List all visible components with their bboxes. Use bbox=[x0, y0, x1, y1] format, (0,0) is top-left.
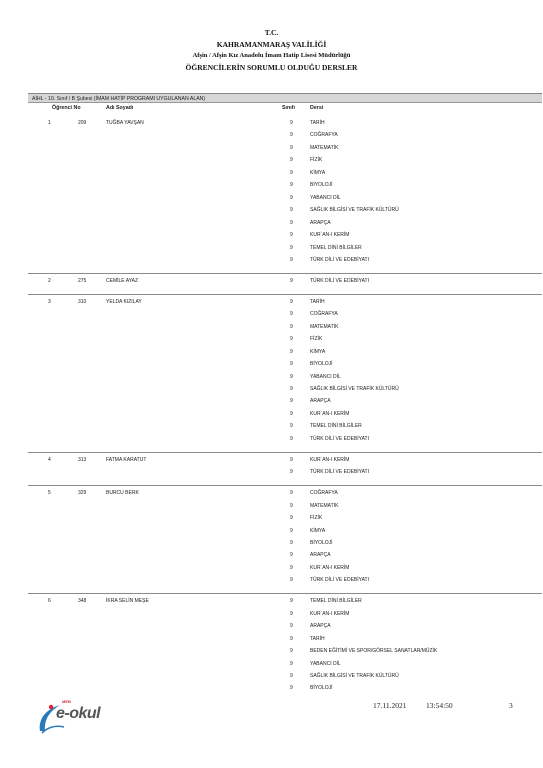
course-grade: 9 bbox=[290, 660, 293, 667]
student-name: YELDA KIZILAY bbox=[106, 298, 142, 305]
footer-page-number: 3 bbox=[509, 701, 513, 710]
student-name: İKRA SELİN MEŞE bbox=[106, 598, 149, 605]
course-grade: 9 bbox=[290, 132, 293, 139]
course-name: FİZİK bbox=[310, 157, 323, 164]
course-name: ARAPÇA bbox=[310, 398, 331, 405]
course-grade: 9 bbox=[290, 527, 293, 534]
course-grade: 9 bbox=[290, 598, 293, 605]
course-name: KİMYA bbox=[310, 169, 326, 176]
course-name: TEMEL DİNİ BİLGİLER bbox=[310, 244, 362, 251]
course-name: SAĞLIK BİLGİSİ VE TRAFİK KÜLTÜRÜ bbox=[310, 386, 399, 392]
course-grade: 9 bbox=[290, 515, 293, 522]
course-name: YABANCI DİL bbox=[310, 194, 341, 201]
student-number: 348 bbox=[78, 598, 87, 605]
course-name: COĞRAFYA bbox=[310, 490, 338, 497]
course-name: YABANCI DİL bbox=[310, 373, 341, 380]
eokul-logo-text: e-okul bbox=[56, 705, 101, 722]
student-number: 313 bbox=[78, 456, 87, 463]
course-name: TÜRK DİLİ VE EDEBİYATI bbox=[310, 577, 369, 584]
course-grade: 9 bbox=[290, 685, 293, 692]
footer-time: 13:54:50 bbox=[426, 701, 453, 710]
header-tc: T.C. bbox=[264, 28, 279, 37]
course-grade: 9 bbox=[290, 120, 293, 126]
course-name: SAĞLIK BİLGİSİ VE TRAFİK KÜLTÜRÜ bbox=[310, 672, 399, 679]
course-grade: 9 bbox=[290, 539, 293, 546]
course-grade: 9 bbox=[290, 386, 293, 392]
header-governorship: KAHRAMANMARAŞ VALİLİĞİ bbox=[216, 40, 327, 49]
course-name: TÜRK DİLİ VE EDEBİYATI bbox=[310, 277, 369, 284]
course-grade: 9 bbox=[290, 323, 293, 330]
course-grade: 9 bbox=[290, 552, 293, 559]
eokul-logo-meb: MEB bbox=[62, 699, 71, 704]
course-name: ARAPÇA bbox=[310, 219, 331, 226]
course-grade: 9 bbox=[290, 456, 293, 463]
course-name: TARİH bbox=[310, 120, 325, 126]
course-name: MATEMATİK bbox=[310, 323, 339, 330]
course-name: TEMEL DİNİ BİLGİLER bbox=[310, 423, 362, 430]
course-name: FİZİK bbox=[310, 515, 323, 522]
course-name: ARAPÇA bbox=[310, 552, 331, 559]
course-name: MATEMATİK bbox=[310, 502, 339, 509]
student-name: TUĞBA YAVŞAN bbox=[106, 120, 144, 126]
course-grade: 9 bbox=[290, 398, 293, 405]
course-name: FİZİK bbox=[310, 336, 323, 343]
course-name: KİMYA bbox=[310, 527, 326, 534]
course-grade: 9 bbox=[290, 194, 293, 201]
student-number: 209 bbox=[78, 120, 87, 126]
student-separator bbox=[28, 485, 542, 486]
course-name: TÜRK DİLİ VE EDEBİYATI bbox=[310, 469, 369, 476]
class-section-bar: AİHL - 10. Sınıf / B Şubesi (İMAM HATİP PROGRAMI UYGULANAN ALAN) bbox=[28, 93, 542, 103]
course-name: TÜRK DİLİ VE EDEBİYATI bbox=[310, 435, 369, 442]
course-grade: 9 bbox=[290, 277, 293, 284]
course-grade: 9 bbox=[290, 169, 293, 176]
student-name: CEMİLE AYAZ bbox=[106, 277, 139, 284]
course-grade: 9 bbox=[290, 469, 293, 476]
footer-date: 17.11.2021 bbox=[373, 701, 407, 710]
student-index: 4 bbox=[48, 456, 51, 463]
course-name: BİYOLOJİ bbox=[310, 539, 333, 546]
course-name: BEDEN EĞİTİMİ VE SPOR/GÖRSEL SANATLAR/MÜZİK bbox=[310, 648, 438, 655]
course-grade: 9 bbox=[290, 502, 293, 509]
student-index: 6 bbox=[48, 598, 51, 605]
course-name: KUR`AN-I KERİM bbox=[310, 564, 350, 571]
course-grade: 9 bbox=[290, 207, 293, 214]
student-index: 1 bbox=[48, 120, 51, 126]
course-name: KİMYA bbox=[310, 348, 326, 355]
course-grade: 9 bbox=[290, 298, 293, 305]
course-name: BİYOLOJİ bbox=[310, 685, 333, 692]
student-name: BURCU BERK bbox=[106, 490, 139, 497]
student-separator bbox=[28, 294, 542, 295]
page-title: ÖĞRENCİLERİN SORUMLU OLDUĞU DERSLER bbox=[185, 63, 358, 72]
course-grade: 9 bbox=[290, 144, 293, 151]
course-name: TARİH bbox=[310, 635, 325, 642]
student-separator bbox=[28, 273, 542, 274]
course-name: KUR`AN-I KERİM bbox=[310, 456, 350, 463]
course-grade: 9 bbox=[290, 623, 293, 630]
course-grade: 9 bbox=[290, 610, 293, 617]
course-name: BİYOLOJİ bbox=[310, 182, 333, 189]
course-name: TEMEL DİNİ BİLGİLER bbox=[310, 598, 362, 605]
course-grade: 9 bbox=[290, 219, 293, 226]
course-grade: 9 bbox=[290, 577, 293, 584]
student-separator bbox=[28, 452, 542, 453]
course-name: KUR`AN-I KERİM bbox=[310, 410, 350, 417]
column-header-grade: Sınıfı bbox=[282, 105, 295, 111]
student-index: 5 bbox=[48, 490, 51, 497]
header-school: Afşin / Afşin Kız Anadolu İmam Hatip Lisesi Müdürlüğü bbox=[192, 52, 351, 59]
course-grade: 9 bbox=[290, 361, 293, 368]
course-name: KUR`AN-I KERİM bbox=[310, 610, 350, 617]
student-index: 3 bbox=[48, 298, 51, 305]
course-grade: 9 bbox=[290, 635, 293, 642]
course-grade: 9 bbox=[290, 410, 293, 417]
course-grade: 9 bbox=[290, 373, 293, 380]
course-name: KUR`AN-I KERİM bbox=[310, 232, 350, 239]
student-number: 329 bbox=[78, 490, 87, 497]
course-grade: 9 bbox=[290, 256, 293, 263]
course-name: YABANCI DİL bbox=[310, 660, 341, 667]
course-grade: 9 bbox=[290, 564, 293, 571]
course-grade: 9 bbox=[290, 232, 293, 239]
course-grade: 9 bbox=[290, 348, 293, 355]
student-number: 275 bbox=[78, 277, 87, 284]
course-name: ARAPÇA bbox=[310, 623, 331, 630]
course-grade: 9 bbox=[290, 244, 293, 251]
student-index: 2 bbox=[48, 277, 51, 284]
course-grade: 9 bbox=[290, 423, 293, 430]
course-name: BİYOLOJİ bbox=[310, 361, 333, 368]
student-number: 310 bbox=[78, 298, 87, 305]
course-name: COĞRAFYA bbox=[310, 311, 338, 318]
course-grade: 9 bbox=[290, 311, 293, 318]
course-grade: 9 bbox=[290, 182, 293, 189]
course-grade: 9 bbox=[290, 672, 293, 679]
course-name: MATEMATİK bbox=[310, 144, 339, 151]
student-separator bbox=[28, 593, 542, 594]
eokul-logo bbox=[36, 699, 116, 735]
column-header-name: Adı Soyadı bbox=[106, 105, 134, 111]
course-name: SAĞLIK BİLGİSİ VE TRAFİK KÜLTÜRÜ bbox=[310, 207, 399, 214]
course-grade: 9 bbox=[290, 490, 293, 497]
course-grade: 9 bbox=[290, 435, 293, 442]
course-name: COĞRAFYA bbox=[310, 132, 338, 139]
course-grade: 9 bbox=[290, 648, 293, 655]
course-name: TARİH bbox=[310, 298, 325, 305]
course-grade: 9 bbox=[290, 157, 293, 164]
column-header-course: Dersi bbox=[310, 105, 324, 111]
column-header-student-no: Öğrenci No bbox=[52, 105, 81, 111]
course-grade: 9 bbox=[290, 336, 293, 343]
student-name: FATMA KARATUT bbox=[106, 456, 147, 463]
course-name: TÜRK DİLİ VE EDEBİYATI bbox=[310, 256, 369, 263]
